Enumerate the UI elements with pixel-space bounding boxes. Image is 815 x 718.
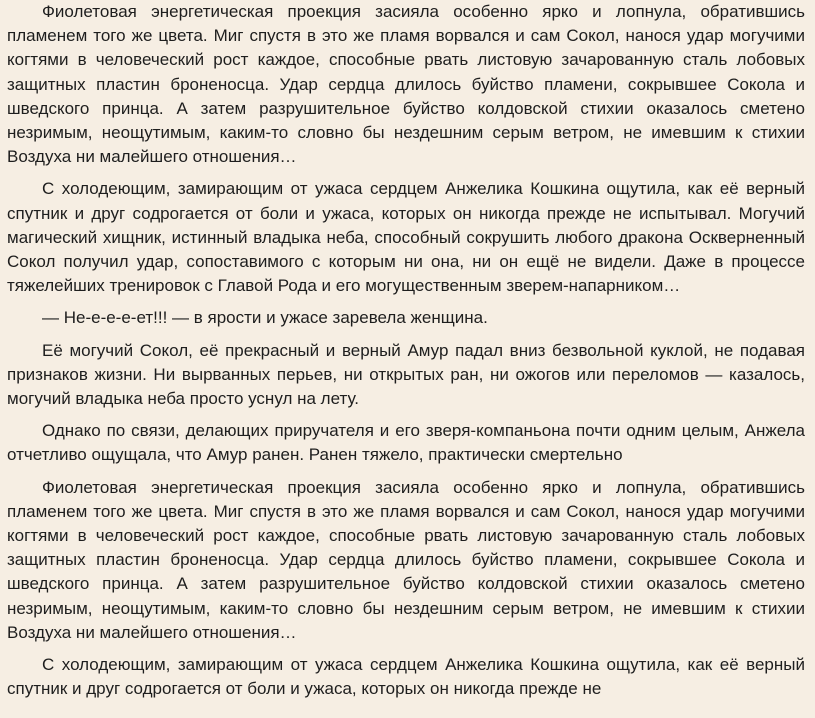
paragraph-1: Фиолетовая энергетическая проекция засияла особенно ярко и лопнула, обратившись пламенем того же цвета. Миг спустя в это же пламя ворвался и сам Сокол, нанося удар могучими когтями в человеческий рост каждое, способные рвать листовую зачарованную сталь лобовых защитных пластин броненосца. Удар сердца длилось буйство пламени, сокрывшее Сокола и шведского принца. А затем разрушительное буйство колдовской стихии оказалось сметено незримым, неощутимым, каким-то словно бы нездешним серым ветром, не имевшим к стихии Воздуха ни малейшего отношения… [7,2,805,167]
paragraph-5: Однако по связи, делающих приручателя и его зверя-компаньона почти одним целым, Анжела отчетливо ощущала, что Амур ранен. Ранен тяжело, практически смертельно [7,421,805,465]
paragraph-6: Фиолетовая энергетическая проекция засияла особенно ярко и лопнула, обратившись пламенем того же цвета. Миг спустя в это же пламя ворвался и сам Сокол, нанося удар могучими когтями в человеческий рост каждое, способные рвать листовую зачарованную сталь лобовых защитных пластин броненосца. Удар сердца длилось буйство пламени, сокрывшее Сокола и шведского принца. А затем разрушительное буйство колдовской стихии оказалось сметено незримым, неощутимым, каким-то словно бы нездешним серым ветром, не имевшим к стихии Воздуха ни малейшего отношения… [7,477,805,642]
paragraph-7: С холодеющим, замирающим от ужаса сердцем Анжелика Кошкина ощутила, как её верный спутник и друг содрогается от боли и ужаса, которых он никогда прежде не [7,655,805,699]
paragraph-3-dialogue: — Не-е-е-е-ет!!! — в ярости и ужасе заревела женщина. [42,308,488,328]
paragraph-4: Её могучий Сокол, её прекрасный и верный Амур падал вниз безвольной куклой, не подавая признаков жизни. Ни вырванных перьев, ни открытых ран, ни ожогов или переломов — казалось, могучий владыка неба просто уснул на лету. [7,340,805,409]
reader-text-column [7,0,805,709]
paragraph-2: С холодеющим, замирающим от ужаса сердцем Анжелика Кошкина ощутила, как её верный спутник и друг содрогается от боли и ужаса, которых он никогда прежде не испытывал. Могучий магический хищник, истинный владыка неба, способный сокрушить любого дракона Оскверненный Сокол получил удар, сопоставимого с которым ни она, ни он ещё не видели. Даже в процессе тяжелейших тренировок с Главой Рода и его могущественным зверем-напарником… [7,179,805,296]
